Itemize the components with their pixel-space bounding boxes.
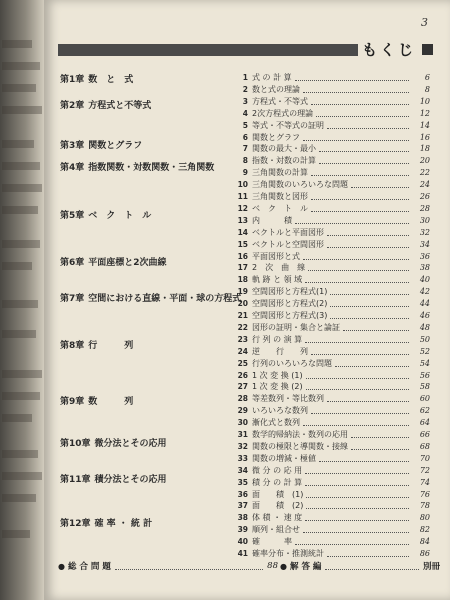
leader-dots: [311, 193, 409, 200]
toc-list: [230, 72, 430, 582]
section-title: 1 次 変 換 (1): [252, 370, 303, 380]
section-title: ベ ク ト ル: [252, 203, 308, 213]
section-number: 39: [237, 525, 248, 535]
section-page: 34: [419, 239, 430, 249]
leader-dots: [351, 443, 409, 450]
answers-label: 解 答 編: [289, 562, 322, 572]
leader-dots: [305, 479, 409, 486]
section-number: 3: [242, 96, 248, 106]
bullet-icon: ●: [280, 561, 287, 571]
leader-dots: [311, 169, 409, 176]
chapter-heading: 第10章 微分法とその応用: [60, 439, 167, 449]
section-title: 軌 跡 と 領 域: [252, 275, 303, 285]
toc-entry: [230, 405, 430, 416]
section-page: 68: [419, 441, 430, 451]
summary-problems-page: 88: [267, 561, 278, 571]
section-number: 29: [237, 406, 248, 416]
leader-dots: [306, 372, 409, 379]
section-title: 1 次 変 換 (2): [252, 382, 303, 392]
section-title: 平面図形と式: [252, 251, 300, 261]
section-page: 56: [419, 370, 430, 380]
leader-dots: [306, 502, 409, 509]
section-number: 28: [237, 394, 248, 404]
section-title: 数学的帰納法・数列の応用: [252, 430, 348, 439]
section-page: 20: [419, 156, 430, 166]
section-page: 64: [419, 418, 430, 428]
toc-entry: [230, 274, 430, 285]
toc-entry: [230, 239, 430, 250]
toc-entry: [230, 167, 430, 178]
previous-page-edge: [0, 0, 46, 600]
section-title: 空間図形と方程式(1): [252, 287, 328, 297]
toc-entry: [230, 203, 430, 214]
section-title: 三角関数と図形: [252, 192, 308, 201]
leader-dots: [327, 241, 409, 248]
chapter-heading: 第6章 平面座標と2次曲線: [60, 258, 167, 268]
toc-entry: [230, 429, 430, 440]
section-number: 41: [237, 549, 248, 558]
toc-entry: [230, 108, 430, 119]
section-number: 13: [237, 215, 248, 225]
section-page: 70: [419, 453, 430, 463]
section-number: 9: [242, 168, 248, 178]
section-number: 27: [237, 382, 248, 392]
leader-dots: [319, 455, 409, 462]
leader-dots: [305, 336, 409, 343]
section-number: 14: [237, 227, 248, 237]
title-rule: [58, 44, 358, 56]
toc-entry: [230, 251, 430, 262]
section-number: 26: [237, 370, 248, 380]
page-number: 3: [421, 16, 428, 29]
section-title: 三角関数のいろいろな問題: [252, 180, 348, 190]
section-title: 図形の証明・集合と論証: [252, 322, 340, 332]
section-number: 24: [237, 346, 248, 356]
section-page: 74: [419, 477, 430, 487]
section-title: 積 分 の 計 算: [252, 477, 303, 487]
leader-dots: [330, 300, 409, 307]
section-title: 微 分 の 応 用: [252, 465, 303, 475]
section-page: 30: [419, 215, 430, 225]
leader-dots: [303, 253, 409, 260]
section-title: 順列・組合せ: [252, 525, 300, 535]
section-page: 44: [419, 299, 430, 309]
section-number: 31: [237, 430, 248, 439]
chapter-heading: 第9章 数 列: [60, 397, 134, 407]
toc-entry: [230, 381, 430, 392]
section-page: 86: [419, 549, 430, 558]
section-page: 72: [419, 465, 430, 475]
section-title: 等式・不等式の証明: [252, 120, 324, 130]
leader-dots: [335, 360, 409, 367]
section-page: 26: [419, 192, 430, 201]
toc-entry: [230, 143, 430, 154]
section-title: 三角関数の計算: [252, 168, 308, 178]
section-number: 21: [237, 311, 248, 320]
section-title: 式 の 計 算: [252, 73, 292, 82]
toc-entry: [230, 358, 430, 369]
toc-entry: [230, 500, 430, 511]
leader-dots: [303, 134, 409, 141]
chapter-heading: 第4章 指数関数・対数関数・三角関数: [60, 163, 215, 173]
section-page: 82: [419, 525, 430, 535]
section-title: 2次方程式の理論: [252, 108, 314, 118]
section-page: 14: [419, 120, 430, 130]
section-title: 面 積 (1): [252, 489, 304, 499]
section-number: 16: [237, 251, 248, 261]
section-title: 行 列 の 演 算: [252, 334, 303, 344]
leader-dots: [295, 74, 409, 81]
section-title: 等差数列・等比数列: [252, 394, 324, 404]
section-title: 確率分布・推測統計: [252, 549, 324, 558]
summary-problems-entry: [58, 560, 278, 572]
section-number: 8: [242, 156, 248, 166]
section-number: 15: [237, 239, 248, 249]
section-page: 18: [419, 144, 430, 154]
section-page: 10: [419, 96, 430, 106]
leader-dots: [311, 98, 409, 105]
section-title: 数と式の理論: [252, 84, 300, 94]
leader-dots: [351, 431, 409, 438]
section-title: 行列のいろいろな問題: [252, 358, 332, 368]
toc-entry: [230, 477, 430, 488]
section-number: 36: [237, 489, 248, 499]
leader-dots: [319, 145, 409, 152]
toc-entry: [230, 298, 430, 309]
section-number: 10: [237, 180, 248, 190]
chapter-heading: 第11章 積分法とその応用: [60, 475, 167, 485]
leader-dots: [303, 86, 409, 93]
toc-entry: [230, 346, 430, 357]
section-title: 関数の最大・最小: [252, 144, 316, 154]
section-number: 17: [237, 263, 248, 273]
toc-entry: [230, 417, 430, 428]
leader-dots: [327, 122, 409, 129]
toc-entry: [230, 512, 430, 523]
leader-dots: [325, 563, 419, 570]
section-page: 78: [419, 501, 430, 511]
toc-entry: [230, 548, 430, 559]
section-page: 28: [419, 203, 430, 213]
summary-problems-label: 総 合 問 題: [67, 562, 111, 572]
section-number: 19: [237, 287, 248, 297]
section-title: 空間図形と方程式(3): [252, 311, 328, 320]
section-title: 面 積 (2): [252, 501, 304, 511]
section-title: 確 率: [252, 537, 292, 547]
leader-dots: [305, 276, 409, 283]
leader-dots: [295, 538, 409, 545]
section-page: 84: [419, 537, 430, 547]
leader-dots: [327, 395, 409, 402]
section-number: 2: [242, 84, 248, 94]
section-title: 指数・対数の計算: [252, 156, 316, 166]
leader-dots: [115, 563, 263, 570]
section-page: 60: [419, 394, 430, 404]
leader-dots: [330, 312, 409, 319]
toc-entry: [230, 84, 430, 95]
chapter-heading: 第1章 数 と 式: [60, 75, 134, 85]
section-number: 12: [237, 203, 248, 213]
answers-page: 別冊: [422, 562, 440, 572]
section-page: 32: [419, 227, 430, 237]
toc-entry: [230, 215, 430, 226]
leader-dots: [316, 110, 409, 117]
toc-entry: [230, 155, 430, 166]
section-title: 方程式・不等式: [252, 96, 308, 106]
section-number: 7: [242, 144, 248, 154]
leader-dots: [327, 229, 409, 236]
title-square-mark: [422, 44, 433, 55]
section-title: 体 積 ・ 速 度: [252, 513, 303, 523]
answers-entry: [280, 560, 440, 572]
section-page: 76: [419, 489, 430, 499]
leader-dots: [303, 419, 409, 426]
section-title: ベクトルと空間図形: [252, 239, 324, 249]
section-number: 30: [237, 418, 248, 428]
section-number: 5: [242, 120, 248, 130]
toc-entry: [230, 536, 430, 547]
section-number: 35: [237, 477, 248, 487]
section-number: 38: [237, 513, 248, 523]
leader-dots: [303, 526, 409, 533]
section-title: ベクトルと平面図形: [252, 227, 324, 237]
section-title: いろいろな数列: [252, 406, 308, 416]
section-page: 6: [424, 73, 430, 82]
section-number: 33: [237, 453, 248, 463]
section-number: 6: [242, 132, 248, 142]
leader-dots: [311, 348, 409, 355]
toc-entry: [230, 120, 430, 131]
section-page: 22: [419, 168, 430, 178]
section-page: 40: [419, 275, 430, 285]
toc-entry: [230, 191, 430, 202]
section-page: 42: [419, 287, 430, 297]
section-page: 48: [419, 322, 430, 332]
section-page: 50: [419, 334, 430, 344]
section-page: 24: [419, 180, 430, 190]
toc-entry: [230, 262, 430, 273]
section-number: 22: [237, 322, 248, 332]
toc-entry: [230, 179, 430, 190]
section-page: 62: [419, 406, 430, 416]
toc-entry: [230, 370, 430, 381]
leader-dots: [319, 157, 409, 164]
chapter-heading: 第3章 関数とグラフ: [60, 141, 143, 151]
chapter-heading: 第7章 空間における直線・平面・球の方程式: [60, 294, 242, 304]
leader-dots: [351, 181, 409, 188]
section-title: 関数の極限と導関数・接線: [252, 441, 348, 451]
toc-entry: [230, 96, 430, 107]
section-number: 37: [237, 501, 248, 511]
toc-entry: [230, 489, 430, 500]
toc-entry: [230, 132, 430, 143]
chapter-heading: 第12章 確 率 ・ 統 計: [60, 519, 153, 529]
section-number: 4: [242, 108, 248, 118]
section-number: 1: [242, 73, 248, 82]
section-number: 34: [237, 465, 248, 475]
toc-entry: [230, 453, 430, 464]
toc-entry: [230, 72, 430, 83]
section-number: 25: [237, 358, 248, 368]
section-number: 20: [237, 299, 248, 309]
toc-entry: [230, 227, 430, 238]
section-title: 関数とグラフ: [252, 132, 300, 142]
section-page: 58: [419, 382, 430, 392]
bullet-icon: ●: [58, 561, 65, 571]
section-number: 40: [237, 537, 248, 547]
section-page: 46: [419, 311, 430, 320]
chapter-heading: 第5章 ベ ク ト ル: [60, 211, 152, 221]
section-title: 内 積: [252, 215, 292, 225]
section-number: 32: [237, 441, 248, 451]
toc-entry: [230, 322, 430, 333]
toc-entry: [230, 524, 430, 535]
leader-dots: [311, 407, 409, 414]
toc-entry: [230, 286, 430, 297]
section-page: 38: [419, 263, 430, 273]
section-page: 12: [419, 108, 430, 118]
toc-heading: [362, 38, 433, 60]
leader-dots: [330, 288, 409, 295]
leader-dots: [306, 383, 409, 390]
section-number: 23: [237, 334, 248, 344]
toc-entry: [230, 334, 430, 345]
section-page: 8: [424, 84, 430, 94]
leader-dots: [295, 217, 409, 224]
chapter-heading: 第2章 方程式と不等式: [60, 101, 152, 111]
toc-entry: [230, 310, 430, 321]
toc-page: [44, 0, 450, 600]
section-number: 18: [237, 275, 248, 285]
leader-dots: [327, 550, 409, 557]
chapter-list: [60, 72, 242, 572]
leader-dots: [305, 467, 409, 474]
section-page: 16: [419, 132, 430, 142]
toc-entry: [230, 441, 430, 452]
section-title: 関数の増減・極値: [252, 453, 316, 463]
leader-dots: [311, 205, 409, 212]
section-page: 36: [419, 251, 430, 261]
toc-title: もくじ: [362, 40, 417, 59]
section-number: 11: [237, 192, 248, 201]
leader-dots: [305, 514, 409, 521]
leader-dots: [343, 324, 409, 331]
chapter-heading: 第8章 行 列: [60, 341, 134, 351]
section-title: 空間図形と方程式(2): [252, 299, 328, 309]
section-title: 2 次 曲 線: [252, 263, 306, 273]
section-title: 逆 行 列: [252, 346, 308, 356]
section-page: 52: [419, 346, 430, 356]
toc-entry: [230, 393, 430, 404]
section-title: 漸化式と数列: [252, 418, 300, 428]
section-page: 66: [419, 430, 430, 439]
leader-dots: [308, 264, 409, 271]
leader-dots: [306, 491, 409, 498]
section-page: 80: [419, 513, 430, 523]
toc-entry: [230, 465, 430, 476]
section-page: 54: [419, 358, 430, 368]
